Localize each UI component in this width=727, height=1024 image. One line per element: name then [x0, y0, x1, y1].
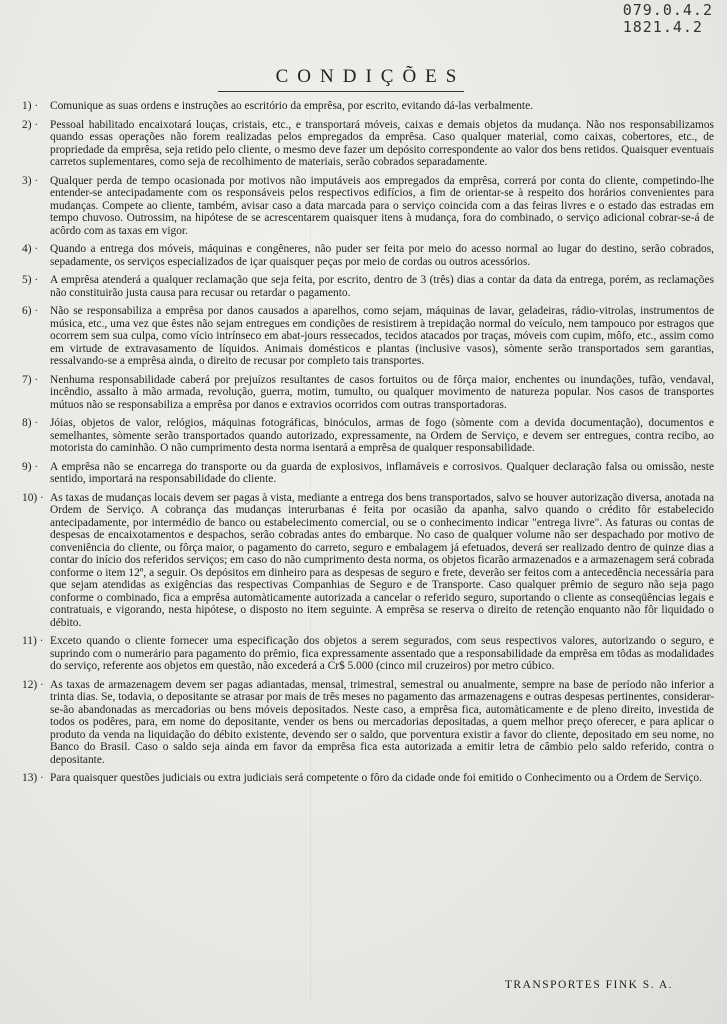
- clause-text: As taxas de armazenagem devem ser pagas adiantadas, mensal, trimestral, semestral ou anualmente, sempre na base de período não inferior a trinta dias. Se, todavia, o depositante se atrasar por mais de três meses no pagamento das armazenagens e outras despesas pertinentes, considerar-se-ão abandonadas as mercadorias ou bens móveis depositados. Neste caso, a emprêsa fica, automàticamente e de pleno direito, investida de todos os podêres, para, em nome do depositante, vender os bens ou mercadorias depositadas, a quem melhor preço oferecer, e para aplicar o produto da venda na liquidação do débito existente, devendo ser o saldo, que porventura existir a favor do cliente, depositado em seu nome, no Banco do Brasil. Caso o saldo seja ainda em favor da emprêsa fica esta autorizada a emitir letra de câmbio pelo saldo referido, contra o depositante.: [50, 678, 714, 766]
- clause-item: [22, 243, 714, 268]
- handwritten-note-line: 1821.4.2: [622, 18, 703, 36]
- clause-text: Não se responsabiliza a emprêsa por danos causados a aparelhos, como sejam, máquinas de lavar, geladeiras, rádio-vitrolas, instrumentos de música, etc., uma vez que êstes não sejam entregues em condições de resistirem à trepidação normal do veículo, nem tampouco por estragos que ocorrem sem sua culpa, como vício intrínseco em abat-jours ressecados, tecidos atacados por traças, móveis com cupim, môfo, etc., assim como em virtude de extravasamento de líquidos. Animais domésticos e plantas (inclusive vasos), sòmente serão transportados sem garantias, ressalvando-se a emprêsa ainda, o direito de recusar por completo tais transportes.: [50, 305, 714, 367]
- handwritten-note-line: 079.0.4.2: [622, 1, 713, 19]
- clause-item: [22, 461, 714, 486]
- clause-item: [22, 100, 714, 113]
- clause-number: 8) ·: [22, 417, 39, 429]
- clause-item: [22, 119, 714, 169]
- clause-text: A emprêsa não se encarrega do transporte ou da guarda de explosivos, inflamáveis e corrosivos. Qualquer declaração falsa ou omissão, neste sentido, importará na responsabilidade do cliente.: [50, 460, 714, 485]
- clause-number: 9) ·: [22, 460, 39, 473]
- clause-item: [22, 772, 714, 785]
- clause-text: Nenhuma responsabilidade caberá por prejuízos resultantes de casos fortuitos ou de fôrça maior, enchentes ou inundações, tufão, vendaval, incêndio, assalto à mão armada, revolução, guerra, motim, tumulto, ou qualquer movimento de natureza popular. Nos casos de transportes mútuos não se responsabiliza a emprêsa por danos e extravios ocorridos com outras transportadoras.: [50, 373, 714, 411]
- clause-item: [22, 635, 714, 673]
- clause-item: [22, 374, 714, 412]
- clause-item: [22, 492, 714, 630]
- clause-item: [22, 274, 714, 299]
- clause-text: Qualquer perda de tempo ocasionada por motivos não imputáveis aos empregados da emprêsa, correrá por conta do cliente, competindo-lhe entender-se antecipadamente com os responsáveis pelos respectivos edifícios, a fim de orientar-se à respeito dos horários convenientes para mudanças. Compete ao cliente, também, avisar caso a data marcada para o serviço coincida com a das feiras livres e o estado das estradas em tempo chuvoso. Outrossim, na hipótese de se acrescentarem quaisquer itens à mudança, fora do combinado, o serviço adicional cobrar-se-á de acôrdo com as taxas em vigor.: [50, 174, 714, 237]
- clause-number: 7) ·: [22, 373, 39, 386]
- clause-list: [22, 100, 714, 791]
- company-signature: TRANSPORTES FINK S. A.: [504, 979, 673, 991]
- clause-number: 3) ·: [22, 174, 39, 187]
- title-underline: [218, 91, 464, 92]
- page-title: CONDIÇÕES: [275, 66, 466, 87]
- clause-number: 4) ·: [22, 243, 39, 255]
- clause-text: Quando a entrega dos móveis, máquinas e congêneres, não puder ser feita por meio do acesso normal ao lugar do destino, serão cobrados, sepadamente, os serviços especializados de içar quaisquer peças por meio de cordas ou outros acessórios.: [50, 243, 714, 268]
- clause-number: 2) ·: [22, 118, 39, 131]
- clause-text: Pessoal habilitado encaixotará louças, cristais, etc., e transportará móveis, caixas e demais objetos da mudança. Não nos responsabilizamos quando essas operações não forem realizadas pelos empregados da emprêsa. Caso qualquer material, como caixas, cobertores, etc., de propriedade da emprêsa, seja retido pelo cliente, o mesmo deve fazer um depósito correspondente ao valor dos bens retidos. Quaisquer eventuais carretos suplementares, como seja de recolhimento de materiais, serão cobrados separadamente.: [50, 118, 714, 168]
- clause-number: 10) ·: [22, 491, 44, 504]
- clause-text: Comunique as suas ordens e instruções ao escritório da emprêsa, por escrito, evitando dá-las verbalmente.: [50, 100, 534, 112]
- clause-text: As taxas de mudanças locais devem ser pagas à vista, mediante a entrega dos bens transportados, salvo se houver autorização diversa, anotada na Ordem de Serviço. A cobrança das mudanças interurbanas é feita por ocasião da apanha, salvo quando o crédito fôr estabelecido antecipadamente, por intermédio de banco ou estabelecimento comercial, ou se o conhecimento indicar "entrega livre". As faturas ou contas de despesas de encaixotamentos e despachos, serão cobradas antes do embarque. No caso de qualquer volume não ser despachado por motivo de conveniência do cliente, ou fôrça maior, o pagamento do carreto, seguro e embalagem já efetuados, deverá ser realizado dentro de quinze dias a contar do início dos referidos serviços; em caso do não cumprimento desta norma, os objetos ficarão armazenados e a armazenagem será cobrada conforme o item 12º, a seguir. Os depósitos em dinheiro para as despesas de seguro e frete, deverão ser feitos com a antecedência necessária para que sejam atendidas as exigências das respectivas Companhias de Seguro e de Transporte. Caso qualquer prêmio de seguro não seja pago conforme o combinado, fica a emprêsa automàticamente autorizada a cancelar o referido seguro, suportando o cliente as conseqüências legais e contratuais, e vigorando, nesta hipótese, o disposto no item seguinte. A emprêsa se reserva o direito de retenção enquanto não fôr liquidado o débito.: [50, 491, 714, 629]
- clause-number: 11) ·: [22, 635, 44, 647]
- clause-text: Exceto quando o cliente fornecer uma especificação dos objetos a serem segurados, com seus respectivos valores, autorizando o seguro, e suprindo com o numerário para pagamento do prêmio, fica expressamente assentado que a responsabilidade da emprêsa em tôdas as modalidades do serviço, referente aos objetos em questão, não excederá a Cr$ 5.000 (cinco mil cruzeiros) por metro cúbico.: [50, 635, 714, 672]
- clause-item: [22, 175, 714, 238]
- clause-number: 13) ·: [22, 772, 44, 784]
- clause-text: Jóias, objetos de valor, relógios, máquinas fotográficas, binóculos, armas de fogo (sòmente com a devida documentação), documentos e semelhantes, sòmente serão transportados quando autorizado, expressamente, na Ordem de Serviço, e devem ser entregues, contra recibo, ao motorista do caminhão. O não cumprimento desta norma isentará a emprêsa de qualquer responsabilidade.: [50, 417, 714, 454]
- clause-number: 5) ·: [22, 274, 39, 286]
- clause-number: 6) ·: [22, 305, 39, 317]
- clause-item: [22, 305, 714, 368]
- clause-text: Para quaisquer questões judiciais ou extra judiciais será competente o fôro da cidade onde foi emitido o Conhecimento ou a Ordem de Serviço.: [50, 772, 702, 784]
- clause-number: 12) ·: [22, 678, 44, 691]
- clause-number: 1) ·: [22, 100, 39, 112]
- clause-text: A emprêsa atenderá a qualquer reclamação que seja feita, por escrito, dentro de 3 (três) dias a contar da data da entrega, porém, as reclamações não constituirão justa causa para recusar ou retardar o pagamento.: [50, 274, 714, 299]
- handwritten-note: [623, 2, 713, 36]
- clause-item: [22, 679, 714, 767]
- clause-item: [22, 417, 714, 455]
